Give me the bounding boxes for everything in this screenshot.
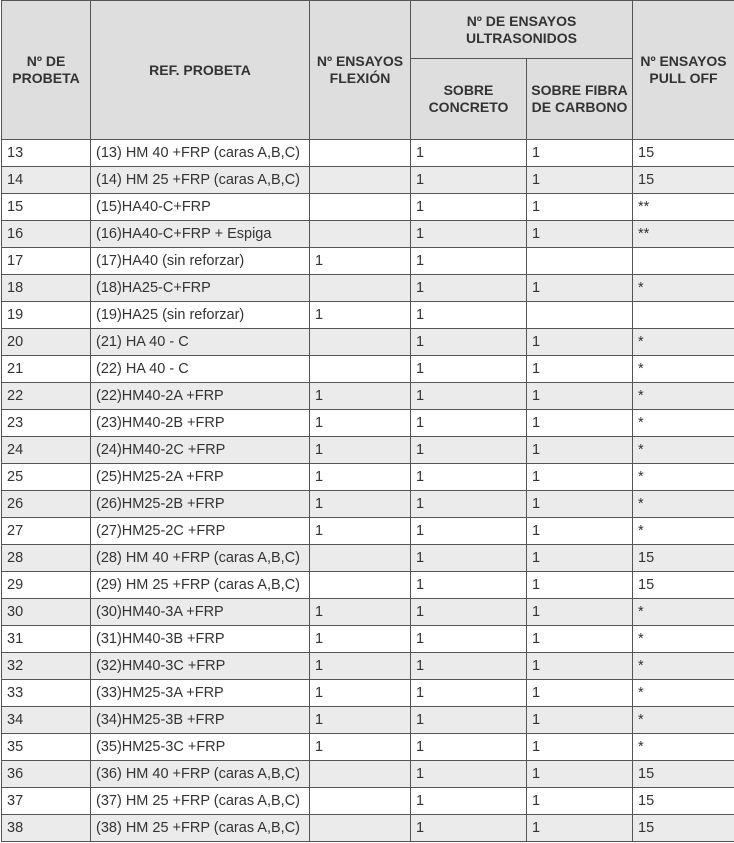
- cell-pull-off: *: [633, 680, 734, 707]
- cell-ref-probeta: (21) HA 40 - C: [91, 329, 310, 356]
- table-row: [2, 464, 734, 491]
- cell-ref-probeta: (24)HM40-2C +FRP: [91, 437, 310, 464]
- cell-ref-probeta: (32)HM40-3C +FRP: [91, 653, 310, 680]
- cell-sobre-concreto: 1: [411, 680, 527, 707]
- cell-sobre-concreto: 1: [411, 653, 527, 680]
- cell-ref-probeta: (22)HM40-2A +FRP: [91, 383, 310, 410]
- cell-probeta-num: 13: [2, 140, 91, 167]
- table-row: [2, 626, 734, 653]
- cell-pull-off: *: [633, 734, 734, 761]
- cell-pull-off: *: [633, 410, 734, 437]
- cell-sobre-concreto: 1: [411, 140, 527, 167]
- cell-sobre-fibra: 1: [527, 275, 633, 302]
- cell-pull-off: *: [633, 464, 734, 491]
- cell-sobre-concreto: 1: [411, 788, 527, 815]
- cell-ref-probeta: (19)HA25 (sin reforzar): [91, 302, 310, 329]
- cell-ensayos-flexion: [310, 194, 411, 221]
- cell-sobre-concreto: 1: [411, 707, 527, 734]
- cell-ref-probeta: (27)HM25-2C +FRP: [91, 518, 310, 545]
- cell-ensayos-flexion: [310, 140, 411, 167]
- cell-ensayos-flexion: 1: [310, 248, 411, 275]
- cell-probeta-num: 34: [2, 707, 91, 734]
- cell-probeta-num: 31: [2, 626, 91, 653]
- cell-ensayos-flexion: [310, 545, 411, 572]
- cell-sobre-concreto: 1: [411, 491, 527, 518]
- cell-pull-off: 15: [633, 167, 734, 194]
- table-row: [2, 410, 734, 437]
- cell-ref-probeta: (13) HM 40 +FRP (caras A,B,C): [91, 140, 310, 167]
- table-row: [2, 221, 734, 248]
- cell-sobre-concreto: 1: [411, 275, 527, 302]
- cell-pull-off: *: [633, 356, 734, 383]
- cell-probeta-num: 28: [2, 545, 91, 572]
- cell-probeta-num: 37: [2, 788, 91, 815]
- cell-pull-off: *: [633, 707, 734, 734]
- cell-sobre-concreto: 1: [411, 626, 527, 653]
- cell-ref-probeta: (25)HM25-2A +FRP: [91, 464, 310, 491]
- cell-ensayos-flexion: 1: [310, 626, 411, 653]
- cell-ref-probeta: (37) HM 25 +FRP (caras A,B,C): [91, 788, 310, 815]
- table-row: [2, 599, 734, 626]
- table-row: [2, 437, 734, 464]
- table-row: [2, 761, 734, 788]
- cell-ref-probeta: (38) HM 25 +FRP (caras A,B,C): [91, 815, 310, 842]
- cell-ensayos-flexion: [310, 356, 411, 383]
- cell-sobre-fibra: 1: [527, 626, 633, 653]
- cell-probeta-num: 36: [2, 761, 91, 788]
- cell-sobre-concreto: 1: [411, 815, 527, 842]
- cell-pull-off: 15: [633, 815, 734, 842]
- cell-sobre-concreto: 1: [411, 302, 527, 329]
- cell-sobre-concreto: 1: [411, 437, 527, 464]
- cell-probeta-num: 29: [2, 572, 91, 599]
- cell-sobre-fibra: [527, 302, 633, 329]
- table-row: [2, 518, 734, 545]
- cell-probeta-num: 20: [2, 329, 91, 356]
- cell-sobre-concreto: 1: [411, 572, 527, 599]
- cell-sobre-concreto: 1: [411, 464, 527, 491]
- cell-sobre-concreto: 1: [411, 761, 527, 788]
- cell-ref-probeta: (34)HM25-3B +FRP: [91, 707, 310, 734]
- cell-sobre-fibra: 1: [527, 383, 633, 410]
- cell-ensayos-flexion: [310, 815, 411, 842]
- cell-ref-probeta: (29) HM 25 +FRP (caras A,B,C): [91, 572, 310, 599]
- cell-ref-probeta: (36) HM 40 +FRP (caras A,B,C): [91, 761, 310, 788]
- cell-ensayos-flexion: 1: [310, 599, 411, 626]
- table-row: [2, 248, 734, 275]
- cell-probeta-num: 18: [2, 275, 91, 302]
- cell-pull-off: 15: [633, 545, 734, 572]
- cell-ensayos-flexion: [310, 221, 411, 248]
- cell-sobre-fibra: 1: [527, 356, 633, 383]
- cell-ensayos-flexion: 1: [310, 437, 411, 464]
- cell-probeta-num: 21: [2, 356, 91, 383]
- cell-ref-probeta: (33)HM25-3A +FRP: [91, 680, 310, 707]
- table-row: [2, 167, 734, 194]
- cell-ref-probeta: (18)HA25-C+FRP: [91, 275, 310, 302]
- cell-sobre-concreto: 1: [411, 221, 527, 248]
- header-ref-probeta: REF. PROBETA: [91, 1, 310, 140]
- cell-ensayos-flexion: [310, 572, 411, 599]
- cell-ensayos-flexion: [310, 275, 411, 302]
- table-row: [2, 815, 734, 842]
- cell-probeta-num: 19: [2, 302, 91, 329]
- cell-ref-probeta: (23)HM40-2B +FRP: [91, 410, 310, 437]
- cell-sobre-concreto: 1: [411, 734, 527, 761]
- cell-probeta-num: 15: [2, 194, 91, 221]
- cell-pull-off: 15: [633, 788, 734, 815]
- table-header: [2, 1, 734, 140]
- table-body: [2, 140, 734, 842]
- cell-probeta-num: 32: [2, 653, 91, 680]
- cell-probeta-num: 30: [2, 599, 91, 626]
- cell-probeta-num: 26: [2, 491, 91, 518]
- cell-sobre-concreto: 1: [411, 329, 527, 356]
- table-row: [2, 653, 734, 680]
- cell-ref-probeta: (26)HM25-2B +FRP: [91, 491, 310, 518]
- cell-probeta-num: 35: [2, 734, 91, 761]
- cell-sobre-fibra: 1: [527, 761, 633, 788]
- cell-ensayos-flexion: [310, 329, 411, 356]
- cell-probeta-num: 22: [2, 383, 91, 410]
- cell-sobre-fibra: 1: [527, 221, 633, 248]
- cell-sobre-concreto: 1: [411, 194, 527, 221]
- cell-ensayos-flexion: 1: [310, 707, 411, 734]
- cell-sobre-fibra: 1: [527, 491, 633, 518]
- table-row: [2, 491, 734, 518]
- cell-pull-off: *: [633, 518, 734, 545]
- cell-probeta-num: 23: [2, 410, 91, 437]
- cell-sobre-concreto: 1: [411, 410, 527, 437]
- cell-ensayos-flexion: 1: [310, 464, 411, 491]
- cell-pull-off: [633, 302, 734, 329]
- cell-ensayos-flexion: 1: [310, 491, 411, 518]
- cell-pull-off: *: [633, 383, 734, 410]
- cell-pull-off: 15: [633, 140, 734, 167]
- table-row: [2, 707, 734, 734]
- cell-sobre-concreto: 1: [411, 383, 527, 410]
- cell-sobre-fibra: 1: [527, 599, 633, 626]
- cell-probeta-num: 14: [2, 167, 91, 194]
- cell-pull-off: **: [633, 221, 734, 248]
- cell-pull-off: **: [633, 194, 734, 221]
- cell-sobre-fibra: 1: [527, 194, 633, 221]
- cell-sobre-fibra: 1: [527, 815, 633, 842]
- cell-ref-probeta: (30)HM40-3A +FRP: [91, 599, 310, 626]
- table-row: [2, 680, 734, 707]
- cell-pull-off: *: [633, 275, 734, 302]
- cell-ensayos-flexion: 1: [310, 518, 411, 545]
- cell-ensayos-flexion: 1: [310, 653, 411, 680]
- cell-sobre-concreto: 1: [411, 248, 527, 275]
- cell-pull-off: 15: [633, 761, 734, 788]
- header-sobre-fibra: SOBRE FIBRA DE CARBONO: [527, 59, 633, 140]
- cell-sobre-concreto: 1: [411, 167, 527, 194]
- cell-ref-probeta: (17)HA40 (sin reforzar): [91, 248, 310, 275]
- cell-ref-probeta: (14) HM 25 +FRP (caras A,B,C): [91, 167, 310, 194]
- table-row: [2, 356, 734, 383]
- header-ensayos-ultrasonidos: Nº DE ENSAYOS ULTRASONIDOS: [411, 1, 633, 59]
- cell-ref-probeta: (31)HM40-3B +FRP: [91, 626, 310, 653]
- cell-ensayos-flexion: 1: [310, 383, 411, 410]
- cell-sobre-fibra: 1: [527, 437, 633, 464]
- table-row: [2, 545, 734, 572]
- cell-sobre-fibra: 1: [527, 410, 633, 437]
- header-ensayos-pull-off: Nº ENSAYOS PULL OFF: [633, 1, 734, 140]
- cell-sobre-fibra: 1: [527, 140, 633, 167]
- cell-ref-probeta: (22) HA 40 - C: [91, 356, 310, 383]
- cell-ensayos-flexion: 1: [310, 302, 411, 329]
- cell-probeta-num: 25: [2, 464, 91, 491]
- cell-ensayos-flexion: [310, 167, 411, 194]
- cell-pull-off: *: [633, 437, 734, 464]
- cell-pull-off: *: [633, 599, 734, 626]
- cell-ref-probeta: (35)HM25-3C +FRP: [91, 734, 310, 761]
- cell-sobre-fibra: 1: [527, 545, 633, 572]
- header-probeta-num: Nº DE PROBETA: [2, 1, 91, 140]
- cell-probeta-num: 33: [2, 680, 91, 707]
- cell-ensayos-flexion: [310, 761, 411, 788]
- cell-ensayos-flexion: 1: [310, 410, 411, 437]
- header-ensayos-flexion: Nº ENSAYOS FLEXIÓN: [310, 1, 411, 140]
- table-row: [2, 194, 734, 221]
- cell-pull-off: *: [633, 653, 734, 680]
- cell-ref-probeta: (15)HA40-C+FRP: [91, 194, 310, 221]
- cell-ref-probeta: (28) HM 40 +FRP (caras A,B,C): [91, 545, 310, 572]
- probetas-table: [1, 0, 734, 842]
- cell-probeta-num: 17: [2, 248, 91, 275]
- cell-sobre-fibra: 1: [527, 167, 633, 194]
- cell-sobre-fibra: 1: [527, 707, 633, 734]
- cell-ensayos-flexion: [310, 788, 411, 815]
- cell-probeta-num: 16: [2, 221, 91, 248]
- header-sobre-concreto: SOBRE CONCRETO: [411, 59, 527, 140]
- cell-sobre-fibra: 1: [527, 329, 633, 356]
- cell-sobre-fibra: 1: [527, 653, 633, 680]
- cell-sobre-concreto: 1: [411, 599, 527, 626]
- cell-pull-off: *: [633, 329, 734, 356]
- cell-sobre-concreto: 1: [411, 356, 527, 383]
- table-row: [2, 383, 734, 410]
- table-row: [2, 302, 734, 329]
- table-row: [2, 734, 734, 761]
- table-row: [2, 275, 734, 302]
- cell-pull-off: *: [633, 491, 734, 518]
- cell-ensayos-flexion: 1: [310, 680, 411, 707]
- cell-ref-probeta: (16)HA40-C+FRP + Espiga: [91, 221, 310, 248]
- table-row: [2, 788, 734, 815]
- cell-pull-off: 15: [633, 572, 734, 599]
- cell-ensayos-flexion: 1: [310, 734, 411, 761]
- table-row: [2, 140, 734, 167]
- cell-sobre-fibra: 1: [527, 572, 633, 599]
- cell-sobre-fibra: [527, 248, 633, 275]
- cell-probeta-num: 24: [2, 437, 91, 464]
- table-row: [2, 572, 734, 599]
- cell-sobre-fibra: 1: [527, 464, 633, 491]
- cell-probeta-num: 38: [2, 815, 91, 842]
- table-row: [2, 329, 734, 356]
- cell-pull-off: [633, 248, 734, 275]
- cell-sobre-fibra: 1: [527, 518, 633, 545]
- cell-sobre-fibra: 1: [527, 734, 633, 761]
- cell-sobre-concreto: 1: [411, 518, 527, 545]
- cell-probeta-num: 27: [2, 518, 91, 545]
- cell-pull-off: *: [633, 626, 734, 653]
- cell-sobre-fibra: 1: [527, 788, 633, 815]
- cell-sobre-concreto: 1: [411, 545, 527, 572]
- cell-sobre-fibra: 1: [527, 680, 633, 707]
